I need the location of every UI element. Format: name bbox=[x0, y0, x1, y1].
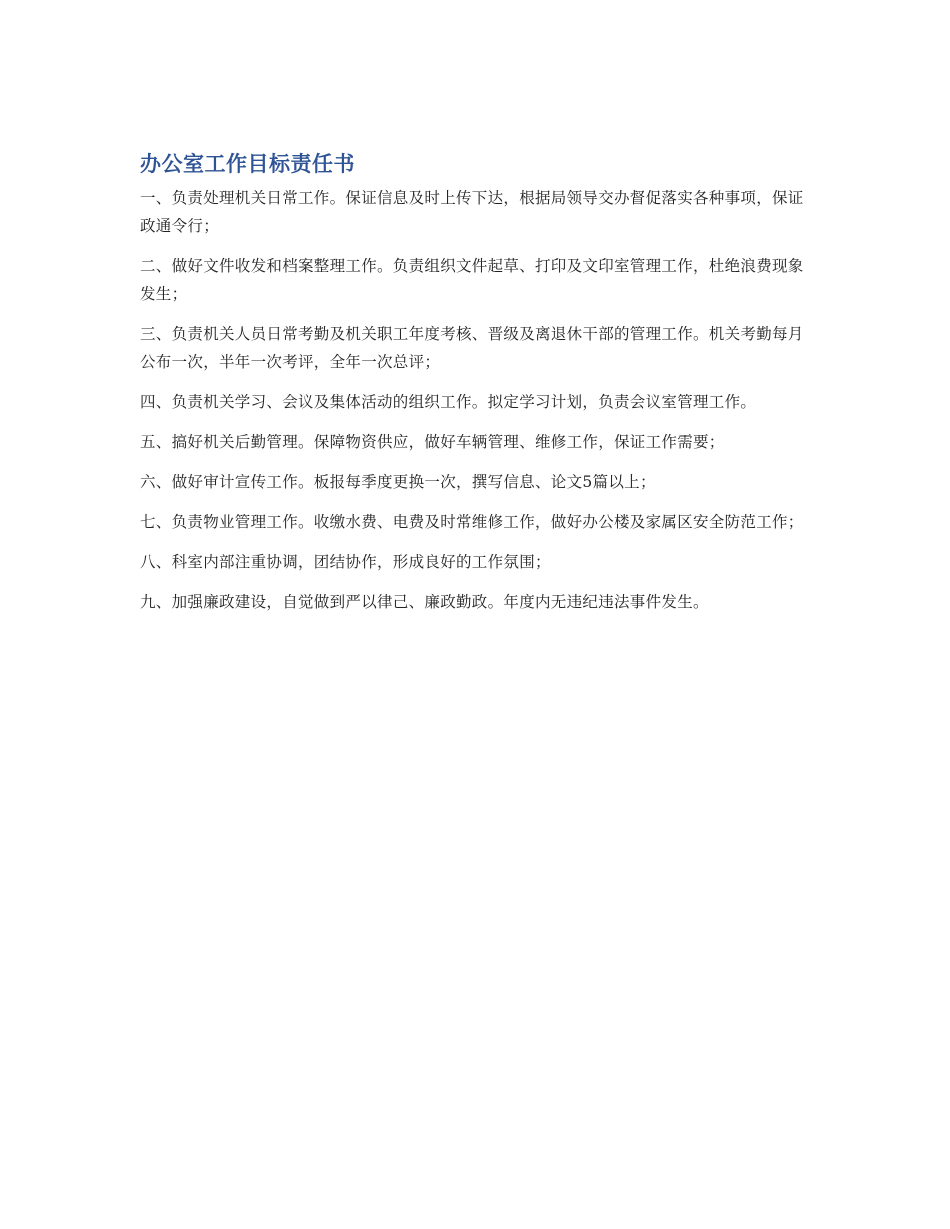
responsibility-item-1: 一、负责处理机关日常工作。保证信息及时上传下达，根据局领导交办督促落实各种事项，保证政通令行； bbox=[140, 189, 804, 235]
responsibility-list bbox=[140, 184, 810, 616]
document-body bbox=[140, 148, 810, 628]
responsibility-item-6: 六、做好审计宣传工作。板报每季度更换一次，撰写信息、论文5篇以上； bbox=[140, 473, 656, 491]
responsibility-item-8: 八、科室内部注重协调，团结协作，形成良好的工作氛围； bbox=[140, 553, 551, 571]
responsibility-item-4: 四、负责机关学习、会议及集体活动的组织工作。拟定学习计划，负责会议室管理工作。 bbox=[140, 393, 757, 411]
responsibility-item-9: 九、加强廉政建设，自觉做到严以律己、廉政勤政。年度内无违纪违法事件发生。 bbox=[140, 593, 709, 611]
responsibility-item-3: 三、负责机关人员日常考勤及机关职工年度考核、晋级及离退休干部的管理工作。机关考勤每月公布一次，半年一次考评，全年一次总评； bbox=[140, 325, 804, 371]
responsibility-item-2: 二、做好文件收发和档案整理工作。负责组织文件起草、打印及文印室管理工作，杜绝浪费现象发生； bbox=[140, 257, 804, 303]
responsibility-item-7: 七、负责物业管理工作。收缴水费、电费及时常维修工作，做好办公楼及家属区安全防范工作； bbox=[140, 513, 804, 531]
responsibility-item-5: 五、搞好机关后勤管理。保障物资供应，做好车辆管理、维修工作，保证工作需要； bbox=[140, 433, 725, 451]
document-title: 办公室工作目标责任书 bbox=[140, 152, 355, 176]
